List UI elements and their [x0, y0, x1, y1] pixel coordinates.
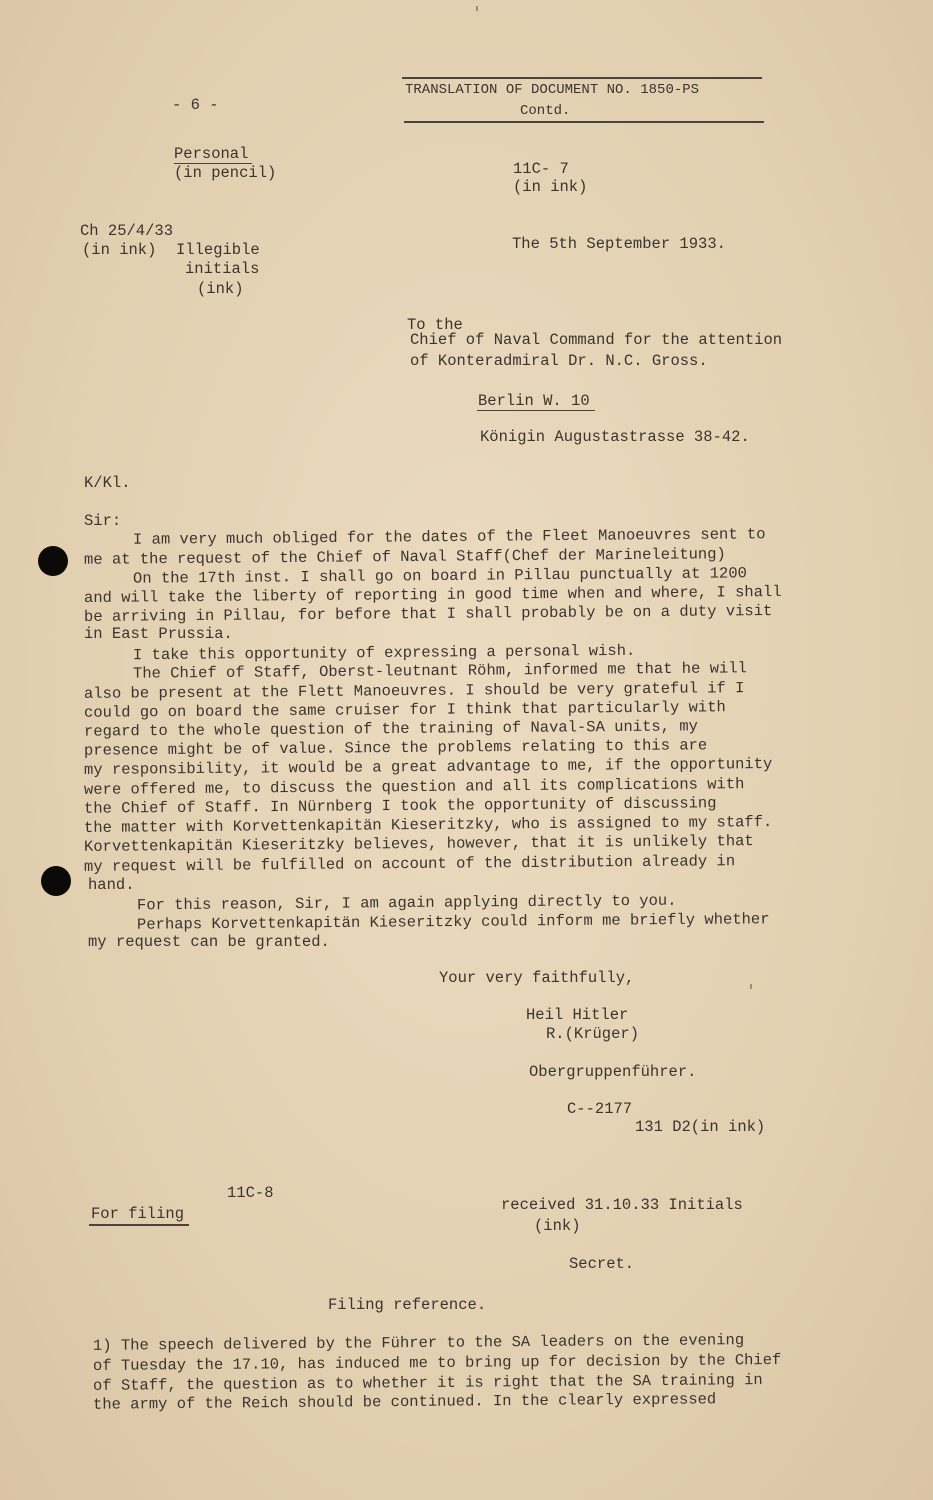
salutation: Sir:: [84, 512, 122, 530]
filing-line: the army of the Reich should be continued. In the clearly expressed: [92, 1390, 717, 1414]
received-ink-note: (ink): [534, 1217, 581, 1235]
ink-annotation: (ink): [197, 280, 244, 298]
body-line: presence might be of value. Since the problems relating to this are: [83, 736, 708, 760]
body-line: were offered me, to discuss the question and all its complications with: [83, 775, 745, 799]
body-line: and will take the liberty of reporting in good time when and where, I shall: [83, 582, 782, 608]
in-ink-annotation: (in ink): [82, 241, 157, 259]
paper-mark: [750, 984, 752, 989]
closing-heil: Heil Hitler: [526, 1006, 629, 1024]
body-line: I am very much obliged for the dates of the Fleet Manoeuvres sent to: [132, 525, 766, 549]
ch-date-annotation: Ch 25/4/33: [80, 222, 174, 240]
secret-label: Secret.: [569, 1255, 635, 1273]
address-city: Berlin W. 10: [478, 392, 590, 410]
address-line-2: of Konteradmiral Dr. N.C. Gross.: [410, 352, 708, 370]
in-ink-annotation: (in ink): [513, 178, 588, 196]
reference-number-filing: 11C-8: [227, 1184, 274, 1202]
filing-line: 1) The speech delivered by the Führer to the SA leaders on the evening: [92, 1331, 745, 1355]
reference-number-top: 11C- 7: [513, 160, 569, 178]
body-line: On the 17th inst. I shall go on board in Pillau punctually at 1200: [132, 564, 747, 588]
letter-date: The 5th September 1933.: [512, 235, 726, 253]
body-line: could go on board the same cruiser for I think that particularly with: [83, 698, 726, 722]
filing-line: of Tuesday the 17.10, has induced me to bring up for decision by the Chief: [92, 1350, 782, 1376]
address-line-1: Chief of Naval Command for the attention: [410, 331, 783, 349]
address-city-underline: [477, 410, 595, 411]
body-line: my request will be fulfilled on account of the distribution already in: [83, 852, 736, 876]
initials-annotation: initials: [185, 260, 260, 278]
body-line: For this reason, Sir, I am again applying directly to you.: [136, 891, 677, 915]
for-filing-label: For filing: [91, 1205, 185, 1223]
body-line: also be present at the Flett Manoeuvres. I should be very grateful if I: [83, 679, 745, 703]
c-document-number: C--2177: [567, 1100, 633, 1118]
filing-line: of Staff, the question as to whether it is right that the SA training in: [92, 1371, 763, 1395]
illegible-annotation: Illegible: [176, 241, 260, 259]
address-street: Königin Augustastrasse 38-42.: [480, 428, 750, 446]
body-line: Korvettenkapitän Kieseritzky believes, however, that it is unlikely that: [83, 832, 754, 856]
contd-label: Contd.: [520, 103, 571, 119]
body-line: regard to the whole question of the training of Naval-SA units, my: [83, 717, 698, 741]
filing-reference-heading: Filing reference.: [328, 1296, 487, 1314]
punch-hole-bottom: [41, 866, 71, 896]
paper-mark: [476, 6, 478, 11]
body-line: my responsibility, it would be a great advantage to me, if the opportunity: [83, 754, 773, 780]
for-filing-underline: [89, 1224, 189, 1226]
body-line: in East Prussia.: [84, 625, 233, 643]
file-reference: K/Kl.: [84, 474, 131, 492]
body-line: hand.: [88, 876, 135, 894]
body-line: The Chief of Staff, Oberst-leutnant Röhm, informed me that he will: [132, 659, 747, 683]
header-top-rule: [402, 77, 762, 79]
received-stamp: received 31.10.33 Initials: [501, 1196, 743, 1214]
page-number: - 6 -: [172, 96, 219, 114]
closing-signature: R.(Krüger): [546, 1025, 640, 1043]
body-line: the Chief of Staff. In Nürnberg I took the opportunity of discussing: [83, 794, 717, 818]
closing-yours: Your very faithfully,: [439, 969, 635, 987]
punch-hole-top: [38, 546, 68, 576]
translation-title: TRANSLATION OF DOCUMENT NO. 1850-PS: [405, 82, 700, 98]
body-line: Perhaps Korvettenkapitän Kieseritzky could inform me briefly whether: [136, 910, 770, 934]
d-document-number: 131 D2(in ink): [635, 1118, 766, 1136]
body-line: my request can be granted.: [88, 933, 330, 951]
body-line: be arriving in Pillau, for before that I shall probably be on a duty visit: [83, 601, 773, 627]
body-line: I take this opportunity of expressing a personal wish.: [132, 641, 636, 665]
body-line: me at the request of the Chief of Naval Staff(Chef der Marineleitung): [83, 545, 726, 569]
address-to-the: To the: [407, 316, 463, 334]
personal-annotation: Personal: [174, 145, 249, 163]
header-bottom-rule: [404, 121, 764, 123]
in-pencil-annotation: (in pencil): [174, 164, 277, 182]
closing-rank: Obergruppenführer.: [529, 1063, 697, 1081]
body-line: the matter with Korvettenkapitän Kieseritzky, who is assigned to my staff.: [83, 812, 773, 838]
